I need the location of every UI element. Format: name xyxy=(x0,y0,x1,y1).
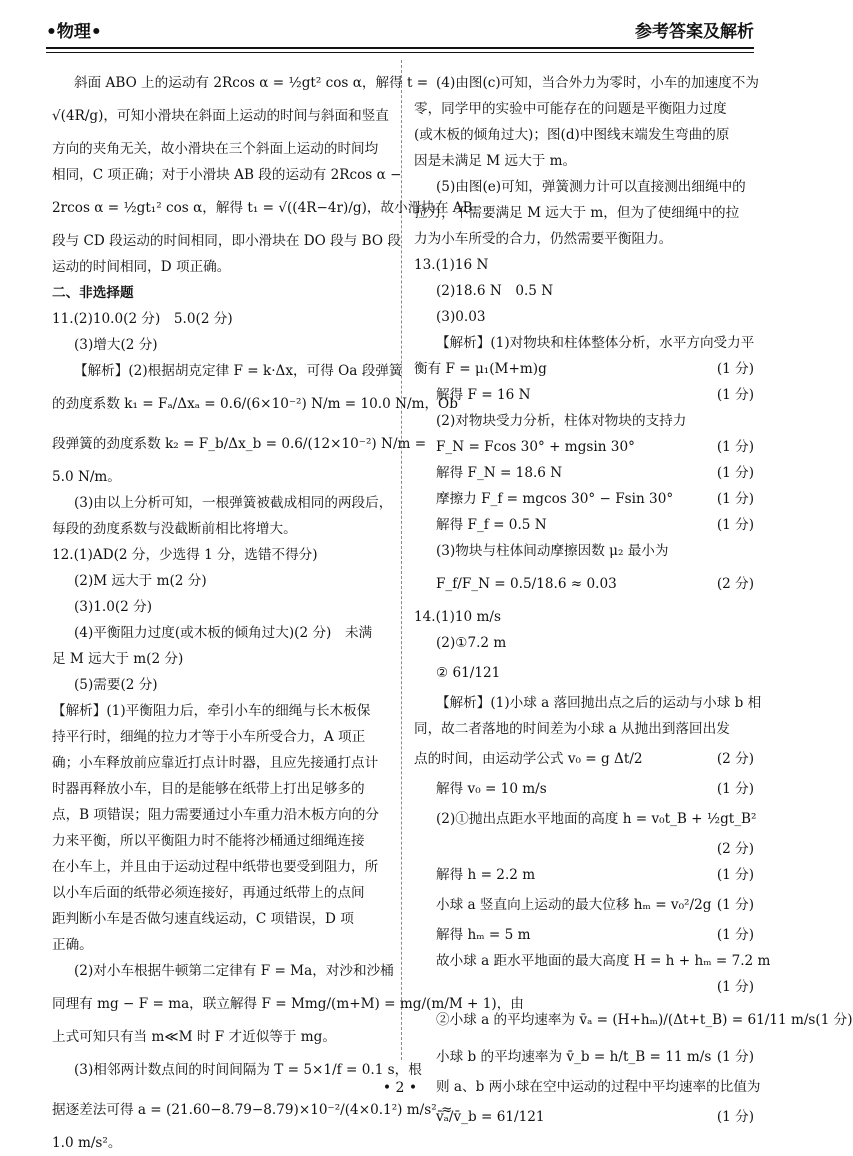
text-line: 零，同学甲的实验中可能存在的问题是平衡阻力过度 xyxy=(414,101,727,117)
header-title: 参考答案及解析 xyxy=(635,21,754,42)
text-line: (3)相邻两计数点间的时间间隔为 T = 5×1/f = 0.1 s，根 xyxy=(74,1062,422,1078)
solution-row xyxy=(414,408,754,434)
solution-row xyxy=(414,776,754,802)
answer-line: ② 61/121 xyxy=(436,665,501,681)
solution-text: (2)对物块受力分析，柱体对物块的支持力 xyxy=(436,413,687,429)
solution-row xyxy=(414,1040,754,1074)
solution-row xyxy=(414,434,754,460)
text-line: 2rcos α = ½gt₁² cos α，解得 t₁ = √((4R−4r)/g)，故小滑块在 AB xyxy=(52,200,473,216)
solution-text: 解得 hₘ = 5 m xyxy=(436,927,531,943)
text-line: 5.0 N/m。 xyxy=(52,469,121,485)
answer-line: 14.(1)10 m/s xyxy=(414,609,501,625)
answer-line: (3)0.03 xyxy=(436,309,486,325)
text-line: 斜面 ABO 上的运动有 2Rcos α = ½gt² cos α，解得 t = xyxy=(74,75,429,91)
solution-text: (3)物块与柱体间动摩擦因数 μ₂ 最小为 xyxy=(436,543,669,559)
solution-text: 则 a、b 两小球在空中运动的过程中平均速率的比值为 xyxy=(436,1079,761,1095)
solution-text: 解得 v₀ = 10 m/s xyxy=(436,781,547,797)
solution-row xyxy=(414,862,754,888)
score-label: (1 分) xyxy=(716,361,754,377)
score-label: (1 分) xyxy=(716,897,754,913)
text-line: 正确。 xyxy=(52,937,93,953)
solution-text: 摩擦力 F_f = mgcos 30° − Fsin 30° xyxy=(436,491,674,507)
text-line: 段与 CD 段运动的时间相同，即小滑块在 DO 段与 BO 段 xyxy=(52,233,401,249)
score-label: (1 分) xyxy=(716,387,754,403)
analysis-line: 【解析】(1)平衡阻力后，牵引小车的细绳与长木板保 xyxy=(52,703,371,719)
solution-row xyxy=(414,974,754,1000)
score-label: (1 分) xyxy=(716,1109,754,1125)
answer-line: (5)需要(2 分) xyxy=(74,677,158,693)
answer-line: 11.(2)10.0(2 分) 5.0(2 分) xyxy=(52,311,233,327)
solution-text: 解得 F_N = 18.6 N xyxy=(436,465,563,481)
score-label: (1 分) xyxy=(716,1049,754,1065)
score-label: (1 分) xyxy=(716,979,754,995)
solution-text: F_f/F_N = 0.5/18.6 ≈ 0.03 xyxy=(436,576,617,592)
text-line: 时器再释放小车，目的是能够在纸带上打出足够多的 xyxy=(52,781,365,797)
solution-row xyxy=(414,1100,754,1134)
solution-text: (2)①抛出点距水平地面的高度 h = v₀t_B + ½gt_B² xyxy=(436,811,757,827)
answer-line: 13.(1)16 N xyxy=(414,257,489,273)
score-label: (2 分) xyxy=(716,751,754,767)
text-line: 点，B 项错误；阻力需要通过小车重力沿木板方向的分 xyxy=(52,807,379,823)
header-rule-thick xyxy=(46,47,754,49)
solution-text: 故小球 a 距水平地面的最大高度 H = h + hₘ = 7.2 m xyxy=(436,953,771,969)
text-line: 持平行时，细绳的拉力才等于小车所受合力，A 项正 xyxy=(52,729,366,745)
text-line: 据逐差法可得 a = (21.60−8.79−8.79)×10⁻²/(4×0.1²) m/s² ≈ xyxy=(52,1102,453,1118)
solution-text: 小球 b 的平均速率为 v̄_b = h/t_B = 11 m/s xyxy=(436,1049,712,1065)
analysis-line: 【解析】(1)对物块和柱体整体分析，水平方向受力平 xyxy=(436,335,755,351)
solution-row xyxy=(414,356,754,382)
text-line: 段弹簧的劲度系数 k₂ = F_b/Δx_b = 0.6/(12×10⁻²) N/m = xyxy=(52,436,427,452)
page-number: • 2 • xyxy=(382,1080,418,1096)
solution-text: 解得 F = 16 N xyxy=(436,387,531,403)
text-line: 每段的劲度系数与没截断前相比将增大。 xyxy=(52,521,297,537)
score-label: (1 分) xyxy=(716,465,754,481)
solution-row xyxy=(414,888,754,922)
text-line: 同理有 mg − F = ma，联立解得 F = Mmg/(m+M) = mg/(m/M + 1)，由 xyxy=(52,996,524,1012)
text-line: 相同，C 项正确；对于小滑块 AB 段的运动有 2Rcos α − xyxy=(52,167,402,183)
right-column xyxy=(414,70,853,1134)
answer-line: (2)①7.2 m xyxy=(436,635,507,651)
section-heading: 二、非选择题 xyxy=(52,285,134,301)
text-line: 的劲度系数 k₁ = Fₐ/Δxₐ = 0.6/(6×10⁻²) N/m = 10.0 N/m，Ob xyxy=(52,396,458,412)
text-line: 力为小车所受的合力，仍然需要平衡阻力。 xyxy=(414,231,673,247)
header-rule-thin xyxy=(46,52,754,53)
text-line: 方向的夹角无关，故小滑块在三个斜面上运动的时间均 xyxy=(52,141,379,157)
solution-row xyxy=(414,948,771,974)
solution-text: 点的时间，由运动学公式 v₀ = g Δt/2 xyxy=(414,751,643,767)
solution-row xyxy=(414,922,754,948)
solution-row xyxy=(414,486,754,512)
solution-text: 小球 a 竖直向上运动的最大位移 hₘ = v₀²/2g xyxy=(436,897,712,913)
analysis-line: 【解析】(1)小球 a 落回抛出点之后的运动与小球 b 相 xyxy=(436,695,762,711)
answer-line: (4)平衡阻力过度(或木板的倾角过大)(2 分) 未满 xyxy=(74,625,373,641)
solution-row xyxy=(414,460,754,486)
text-line: 运动的时间相同，D 项正确。 xyxy=(52,259,231,275)
solution-row xyxy=(414,538,754,564)
solution-row xyxy=(414,836,754,862)
text-line: 拉力，不需要满足 M 远大于 m，但为了使细绳中的拉 xyxy=(414,205,740,221)
solution-row xyxy=(414,1000,853,1040)
page-header xyxy=(46,14,754,44)
analysis-line: 【解析】(2)根据胡克定律 F = k·Δx，可得 Oa 段弹簧 xyxy=(74,363,403,379)
text-line: 距判断小车是否做匀速直线运动，C 项错误，D 项 xyxy=(52,911,354,927)
solution-text: ②小球 a 的平均速率为 v̄ₐ = (H+hₘ)/(Δt+t_B) = 61/11 m/s xyxy=(436,1012,816,1028)
answer-line: (2)18.6 N 0.5 N xyxy=(436,283,554,299)
score-label: (1 分) xyxy=(716,439,754,455)
text-line: 力来平衡，所以平衡阻力时不能将沙桶通过细绳连接 xyxy=(52,833,365,849)
answer-line: (3)1.0(2 分) xyxy=(74,599,153,615)
solution-text: 解得 h = 2.2 m xyxy=(436,867,536,883)
solution-row xyxy=(414,564,754,604)
score-label: (1 分) xyxy=(716,867,754,883)
text-line: 在小车上，并且由于运动过程中纸带也要受到阻力，所 xyxy=(52,859,379,875)
solution-text: 解得 F_f = 0.5 N xyxy=(436,517,547,533)
text-line: (4)由图(c)可知，当合外力为零时，小车的加速度不为 xyxy=(436,75,759,91)
text-line: 同，故二者落地的时间差为小球 a 从抛出到落回出发 xyxy=(414,721,730,737)
solution-row xyxy=(414,382,754,408)
score-label: (2 分) xyxy=(716,576,754,592)
answer-line: (3)增大(2 分) xyxy=(74,337,158,353)
solution-row xyxy=(414,742,754,776)
text-line: 1.0 m/s²。 xyxy=(52,1135,122,1151)
solution-row xyxy=(414,512,754,538)
text-line: (2)对小车根据牛顿第二定律有 F = Ma，对沙和沙桶 xyxy=(74,963,394,979)
solution-text: F_N = Fcos 30° + mgsin 30° xyxy=(436,439,635,455)
solution-text: v̄ₐ/v̄_b = 61/121 xyxy=(436,1109,545,1125)
score-label: (1 分) xyxy=(716,517,754,533)
header-subject: •物理• xyxy=(46,21,102,42)
text-line: 以小车后面的纸带必须连接好，再通过纸带上的点间 xyxy=(52,885,365,901)
text-line: √(4R/g)，可知小滑块在斜面上运动的时间与斜面和竖直 xyxy=(52,108,389,124)
text-line: 确；小车释放前应靠近打点计时器，且应先接通打点计 xyxy=(52,755,379,771)
score-label: (2 分) xyxy=(716,841,754,857)
text-line: (3)由以上分析可知，一根弹簧被截成相同的两段后， xyxy=(74,495,393,511)
solution-row xyxy=(414,802,757,836)
score-label: (1 分) xyxy=(716,491,754,507)
solution-text: 衡有 F = μ₁(M+m)g xyxy=(414,361,547,377)
answer-line: 12.(1)AD(2 分，少选得 1 分，选错不得分) xyxy=(52,547,318,563)
text-line: (5)由图(e)可知，弹簧测力计可以直接测出细绳中的 xyxy=(436,179,746,195)
text-line: (或木板的倾角过大)；图(d)中图线末端发生弯曲的原 xyxy=(414,127,730,143)
answer-line: (2)M 远大于 m(2 分) xyxy=(74,573,207,589)
score-label: (1 分) xyxy=(716,781,754,797)
text-line: 因是未满足 M 远大于 m。 xyxy=(414,153,577,169)
text-line: 上式可知只有当 m≪M 时 F 才近似等于 mg。 xyxy=(52,1029,336,1045)
score-label: (1 分) xyxy=(716,927,754,943)
score-label: (1 分) xyxy=(815,1012,853,1028)
answer-line: 足 M 远大于 m(2 分) xyxy=(52,651,184,667)
